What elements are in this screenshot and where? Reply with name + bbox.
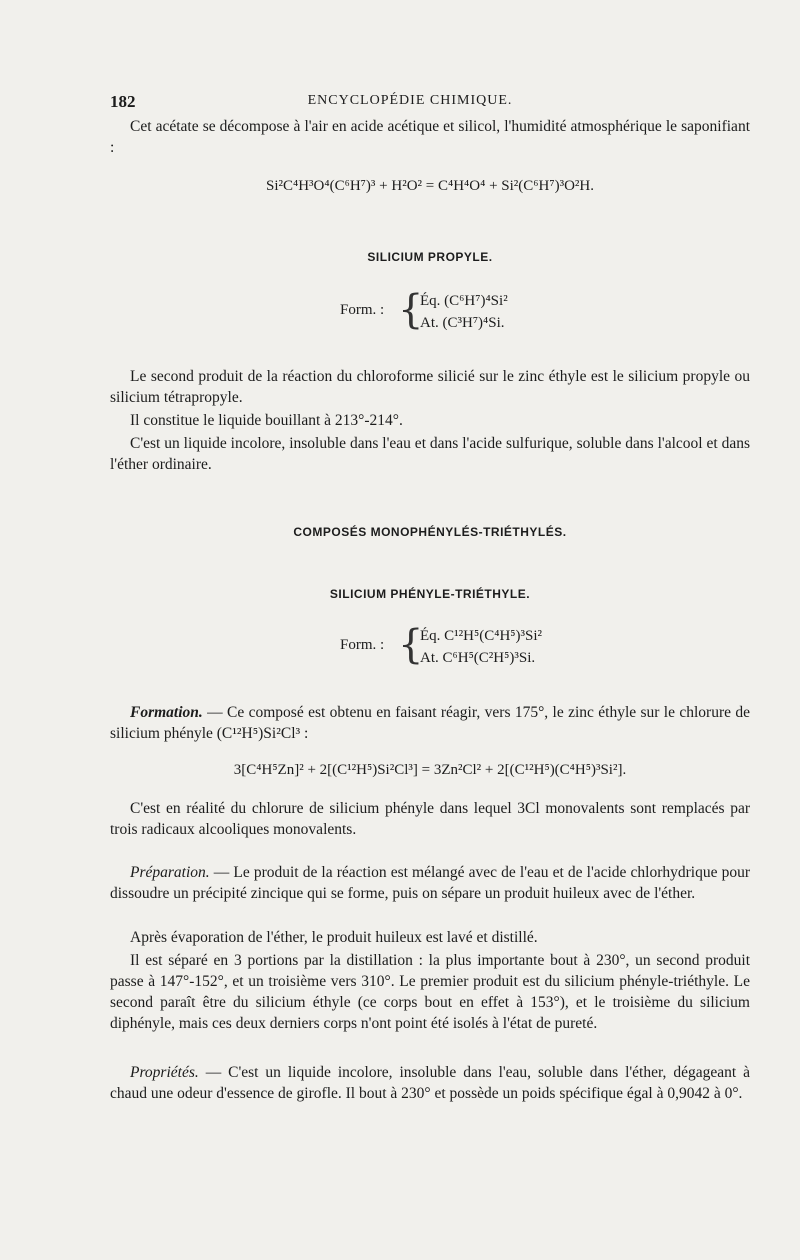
form-label: Form. :: [340, 637, 385, 653]
preparation-text: — Le produit de la réaction est mélangé avec de l'eau et de l'acide chlorhydrique pour dissoudre un précipité zincique qui se forme, puis on sépare un produit huileux avec de l'éther.: [110, 864, 750, 902]
preparation-paragraph-3: Il est séparé en 3 portions par la distillation : la plus importante bout à 230°, un second produit passe à 147°-152°, et un troisième vers 310°. Le premier produit est du silicium phényle-triéthyle. Le second paraît être du silicium éthyle (ce corps bout en effet à 153°), et le troisième du silicium diphényle, mais ces deux derniers corps n'ont point été isolés à l'état de pureté.: [110, 952, 750, 1032]
preparation-label: Préparation.: [130, 864, 210, 881]
running-head: ENCYCLOPÉDIE CHIMIQUE.: [307, 93, 513, 108]
proprietes-text: — C'est un liquide incolore, insoluble dans l'eau, soluble dans l'éther, dégageant à chaud une odeur d'essence de girofle. Il bout à 230° et possède un poids spécifique égal à 0,9042 à 0°.: [110, 1064, 750, 1102]
formation-paragraph: [110, 702, 750, 744]
intro-paragraph: Cet acétate se décompose à l'air en acide acétique et silicol, l'humidité atmosphérique le saponifiant :: [110, 118, 750, 156]
proprietes-label: Propriétés.: [130, 1064, 199, 1081]
form-lines: [420, 625, 542, 669]
propyle-paragraph-2: Il constitue le liquide bouillant à 213°-214°.: [130, 412, 403, 429]
formation-text: — Ce composé est obtenu en faisant réagir, vers 175°, le zinc éthyle sur le chlorure de silicium phényle (C¹²H⁵)Si²Cl³ :: [110, 704, 750, 742]
form-at-line: At. (C³H⁷)⁴Si.: [420, 315, 505, 331]
preparation-paragraph-2: Après évaporation de l'éther, le produit huileux est lavé et distillé.: [130, 929, 538, 946]
brace-icon: {: [398, 287, 424, 333]
page-number: 182: [110, 92, 136, 111]
intro-equation: Si²C⁴H³O⁴(C⁶H⁷)³ + H²O² = C⁴H⁴O⁴ + Si²(C⁶H⁷)³O²H.: [265, 178, 594, 194]
propyle-paragraph-1: Le second produit de la réaction du chloroforme silicié sur le zinc éthyle est le silicium propyle ou silicium tétrapropyle.: [110, 368, 750, 406]
section-title-phenyle-triethyle: SILICIUM PHÉNYLE-TRIÉTHYLE.: [329, 587, 531, 601]
page-header: [110, 92, 710, 114]
formation-equation: 3[C⁴H⁵Zn]² + 2[(C¹²H⁵)Si²Cl³] = 3Zn²Cl² + 2[(C¹²H⁵)(C⁴H⁵)³Si²].: [233, 762, 627, 778]
formula-block-propyle: [340, 287, 600, 336]
propyle-paragraph-3: C'est un liquide incolore, insoluble dans l'eau et dans l'acide sulfurique, soluble dans l'alcool et dans l'éther ordinaire.: [110, 435, 750, 473]
proprietes-paragraph: [110, 1062, 750, 1104]
brace-icon: {: [398, 622, 424, 668]
form-at-line: At. C⁶H⁵(C²H⁵)³Si.: [420, 650, 536, 666]
section-title-silicium-propyle: SILICIUM PROPYLE.: [367, 250, 493, 264]
form-eq-line: Éq. C¹²H⁵(C⁴H⁵)³Si²: [420, 628, 543, 644]
form-eq-line: Éq. (C⁶H⁷)⁴Si²: [420, 293, 508, 309]
formation-paragraph-2: C'est en réalité du chlorure de silicium phényle dans lequel 3Cl monovalents sont remplacés par trois radicaux alcooliques monovalents.: [110, 800, 750, 838]
section-title-composes: COMPOSÉS MONOPHÉNYLÉS-TRIÉTHYLÉS.: [293, 525, 567, 539]
formation-label: Formation.: [130, 704, 203, 721]
form-lines: [420, 290, 508, 334]
preparation-paragraph: [110, 862, 750, 904]
form-label: Form. :: [340, 302, 385, 318]
formula-block-phenyle: [340, 622, 600, 671]
